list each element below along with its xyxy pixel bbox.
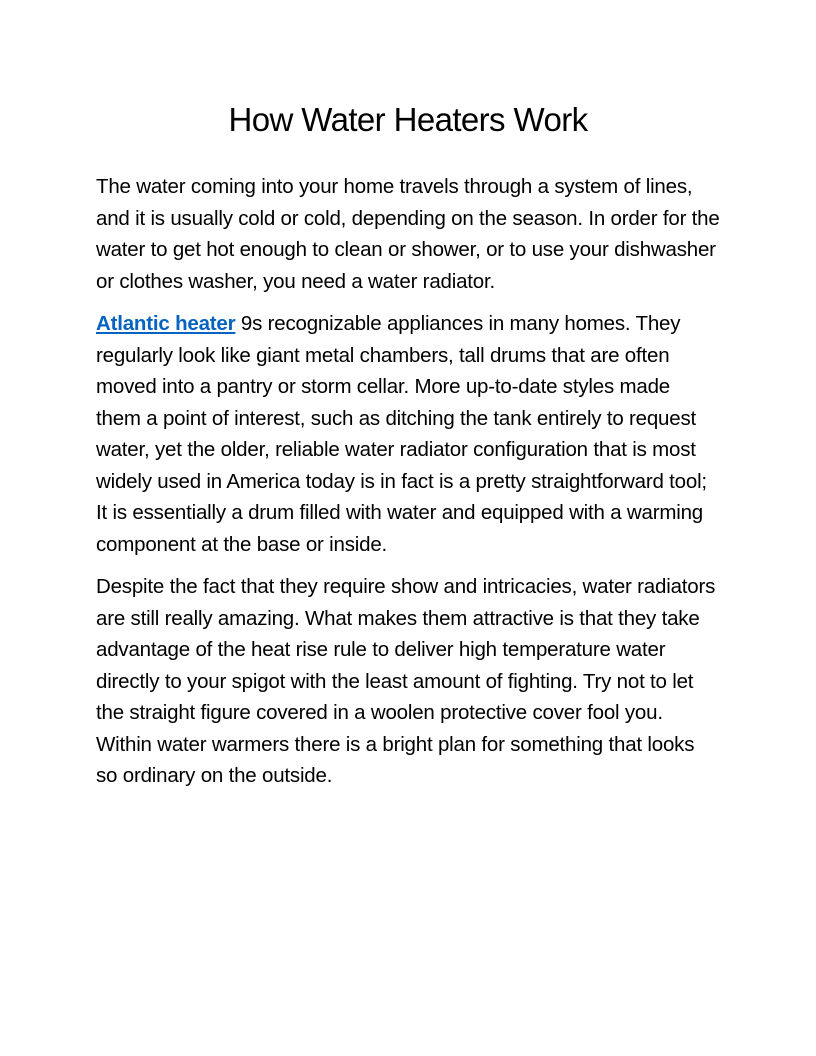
paragraph-atlantic-heater-text: 9s recognizable appliances in many homes. They regularly look like giant metal chambers, tall drums that are often moved into a pantry or storm cellar. More up-to-date styles made them a point of interest, such as ditching the tank entirely to request water, yet the older, reliable water radiator configuration that is most widely used in America today is in fact is a pretty straightforward tool; It is essentially a drum filled with water and equipped with a warming component at the base or inside. bbox=[96, 312, 707, 556]
paragraph-conclusion: Despite the fact that they require show and intricacies, water radiators are still really amazing. What makes them attractive is that they take advantage of the heat rise rule to deliver high temperature water directly to your spigot with the least amount of fighting. Try not to let the straight figure covered in a woolen protective cover fool you. Within water warmers there is a bright plan for something that looks so ordinary on the outside. bbox=[96, 575, 716, 787]
atlantic-heater-link[interactable]: Atlantic heater bbox=[96, 312, 236, 335]
document-body bbox=[96, 171, 720, 803]
paragraph-atlantic-heater bbox=[96, 308, 720, 560]
paragraph-intro: The water coming into your home travels through a system of lines, and it is usually cold or cold, depending on the season. In order for the water to get hot enough to clean or shower, or to use your dishwasher or clothes washer, you need a water radiator. bbox=[96, 175, 720, 293]
page-title: How Water Heaters Work bbox=[228, 101, 588, 138]
